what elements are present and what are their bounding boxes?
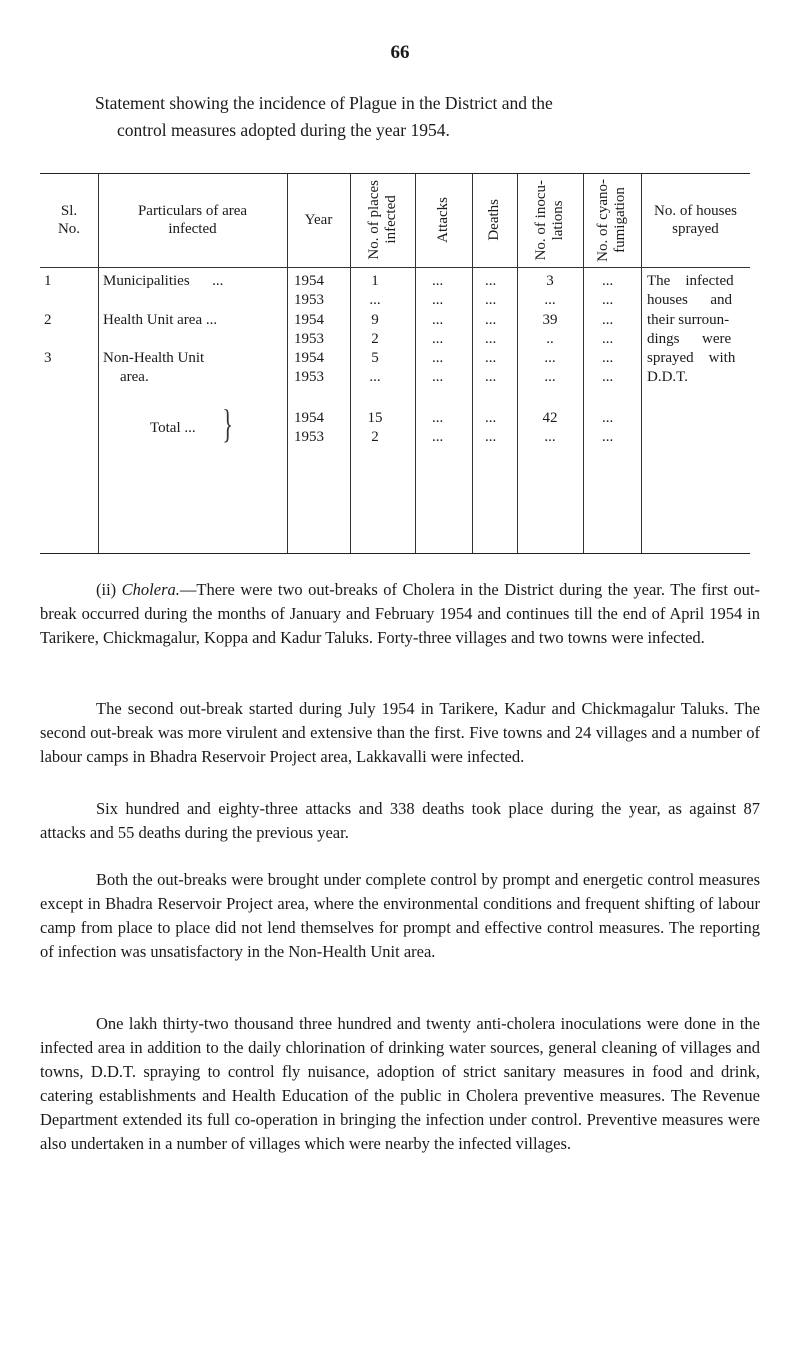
header-particulars: Particulars of area infected: [137, 203, 248, 237]
row-3-deaths-1953: ...: [485, 369, 497, 385]
row-1-inoculations-1954: 3: [546, 273, 554, 289]
row-2-inoculations-1953: ..: [546, 331, 554, 347]
row-1-year-1953: 1953: [294, 292, 324, 308]
row-3-attacks-1953: ...: [432, 369, 444, 385]
paragraph-3-text: Six hundred and eighty-three attacks and 338 deaths took place during the year, as against 87 attacks and 55 deaths during the previous year.: [40, 799, 760, 842]
row-3-inoculations-1953: ...: [544, 369, 556, 385]
row-1-area: Municipalities ...: [103, 273, 224, 289]
row-3-places-1953: ...: [369, 369, 381, 385]
total-brace-icon: }: [222, 401, 233, 446]
section-heading-cholera: Cholera.: [121, 580, 180, 599]
table-caption: [95, 90, 755, 144]
row-3-fumigation-1954: ...: [602, 350, 614, 366]
total-attacks-1954: ...: [432, 410, 444, 426]
total-places-1954: 15: [367, 410, 383, 426]
row-2-deaths-1954: ...: [485, 312, 497, 328]
row-3-sl: 3: [44, 350, 52, 366]
total-deaths-1953: ...: [485, 429, 497, 445]
page-number: 66: [390, 42, 410, 63]
paragraph-5-text: One lakh thirty-two thousand three hundred and twenty anti-cholera inoculations were done in the infected area in addition to the daily chlorination of drinking water sources, general cleaning of villages and towns, D.D.T. spraying to control fly nuisance, adoption of strict sanitary measures in food and drink, catering establishments and Health Education of the public in Cholera preventive measures. The Revenue Department extended its full co-operation in bringing the infection under control. Preventive measures were also undertaken in a number of villages which were nearby the infected villages.: [40, 1014, 760, 1153]
header-attacks: Attacks: [435, 197, 451, 243]
header-cyano-fumigation: No. of cyano- fumigation: [595, 178, 628, 262]
paragraph-inoculations: [40, 1012, 760, 1156]
row-2-attacks-1953: ...: [432, 331, 444, 347]
row-3-year-1954: 1954: [294, 350, 324, 366]
total-deaths-1954: ...: [485, 410, 497, 426]
caption-line-1: Statement showing the incidence of Plague in the District and the: [95, 93, 553, 113]
row-3-places-1954: 5: [371, 350, 379, 366]
row-1-attacks-1953: ...: [432, 292, 444, 308]
row-1-fumigation-1954: ...: [602, 273, 614, 289]
row-1-inoculations-1953: ...: [544, 292, 556, 308]
row-2-sl: 2: [44, 312, 52, 328]
header-houses-sprayed: No. of houses sprayed: [654, 203, 737, 237]
header-inoculations: No. of inocu- lations: [533, 179, 566, 261]
row-2-fumigation-1954: ...: [602, 312, 614, 328]
paragraph-control-measures: [40, 868, 760, 964]
total-label: Total ...: [150, 420, 196, 436]
row-3-deaths-1954: ...: [485, 350, 497, 366]
total-fumigation-1954: ...: [602, 410, 614, 426]
header-places-infected: No. of places infected: [365, 180, 399, 260]
row-3-area-cont: area.: [120, 369, 149, 385]
paragraph-second-outbreak: [40, 697, 760, 769]
total-fumigation-1953: ...: [602, 429, 614, 445]
section-label: (ii): [96, 580, 122, 599]
row-3-attacks-1954: ...: [432, 350, 444, 366]
row-2-places-1953: 2: [371, 331, 379, 347]
row-1-places-1953: ...: [369, 292, 381, 308]
row-1-year-1954: 1954: [294, 273, 324, 289]
paragraph-2-text: The second out-break started during July 1954 in Tarikere, Kadur and Chickmagalur Taluks. The second out-break was more virulent and extensive than the first. Five towns and 24 villages and a number of labour camps in Bhadra Reservoir Project area, Lakkavalli were infected.: [40, 699, 760, 766]
row-1-deaths-1954: ...: [485, 273, 497, 289]
row-2-year-1954: 1954: [294, 312, 324, 328]
total-inoculations-1953: ...: [544, 429, 556, 445]
caption-line-2: control measures adopted during the year 1954.: [117, 120, 450, 140]
header-deaths: Deaths: [486, 199, 502, 241]
row-3-fumigation-1953: ...: [602, 369, 614, 385]
plague-statement-table: [40, 173, 750, 554]
total-inoculations-1954: 42: [542, 410, 558, 426]
row-2-inoculations-1954: 39: [542, 312, 558, 328]
total-attacks-1953: ...: [432, 429, 444, 445]
houses-note-line-3: their surroun-: [647, 312, 730, 328]
houses-note-line-5: sprayed with: [647, 350, 736, 366]
row-1-attacks-1954: ...: [432, 273, 444, 289]
row-3-area: Non-Health Unit: [103, 350, 205, 366]
houses-note-line-2: houses and: [647, 292, 732, 308]
row-2-fumigation-1953: ...: [602, 331, 614, 347]
row-1-fumigation-1953: ...: [602, 292, 614, 308]
header-year: Year: [304, 212, 333, 228]
row-1-deaths-1953: ...: [485, 292, 497, 308]
row-2-attacks-1954: ...: [432, 312, 444, 328]
houses-note-line-6: D.D.T.: [647, 369, 688, 385]
total-year-1954: 1954: [294, 410, 324, 426]
paragraph-attacks-deaths: [40, 797, 760, 845]
paragraph-1-text: —There were two out-breaks of Cholera in the District during the year. The first out-break occurred during the months of January and February 1954 and continues till the end of April 1954 in Tarikere, Chickmagalur, Koppa and Kadur Taluks. Forty-three villages and two towns were infected.: [40, 580, 760, 647]
row-1-places-1954: 1: [371, 273, 379, 289]
paragraph-cholera-intro: [40, 578, 760, 650]
row-3-year-1953: 1953: [294, 369, 324, 385]
paragraph-4-text: Both the out-breaks were brought under complete control by prompt and energetic control measures except in Bhadra Reservoir Project area, where the environmental conditions and frequent shifting of labour camp from place to place did not lend themselves for prompt and effective control measures. The reporting of infection was unsatisfactory in the Non-Health Unit area.: [40, 870, 760, 961]
houses-note-line-4: dings were: [647, 331, 732, 347]
row-2-deaths-1953: ...: [485, 331, 497, 347]
row-3-inoculations-1954: ...: [544, 350, 556, 366]
total-places-1953: 2: [371, 429, 379, 445]
row-2-year-1953: 1953: [294, 331, 324, 347]
row-2-area: Health Unit area ...: [103, 312, 218, 328]
total-year-1953: 1953: [294, 429, 324, 445]
header-sl-no: Sl. No.: [57, 203, 81, 237]
row-1-sl: 1: [44, 273, 52, 289]
row-2-places-1954: 9: [371, 312, 379, 328]
houses-note-line-1: The infected: [647, 273, 734, 289]
